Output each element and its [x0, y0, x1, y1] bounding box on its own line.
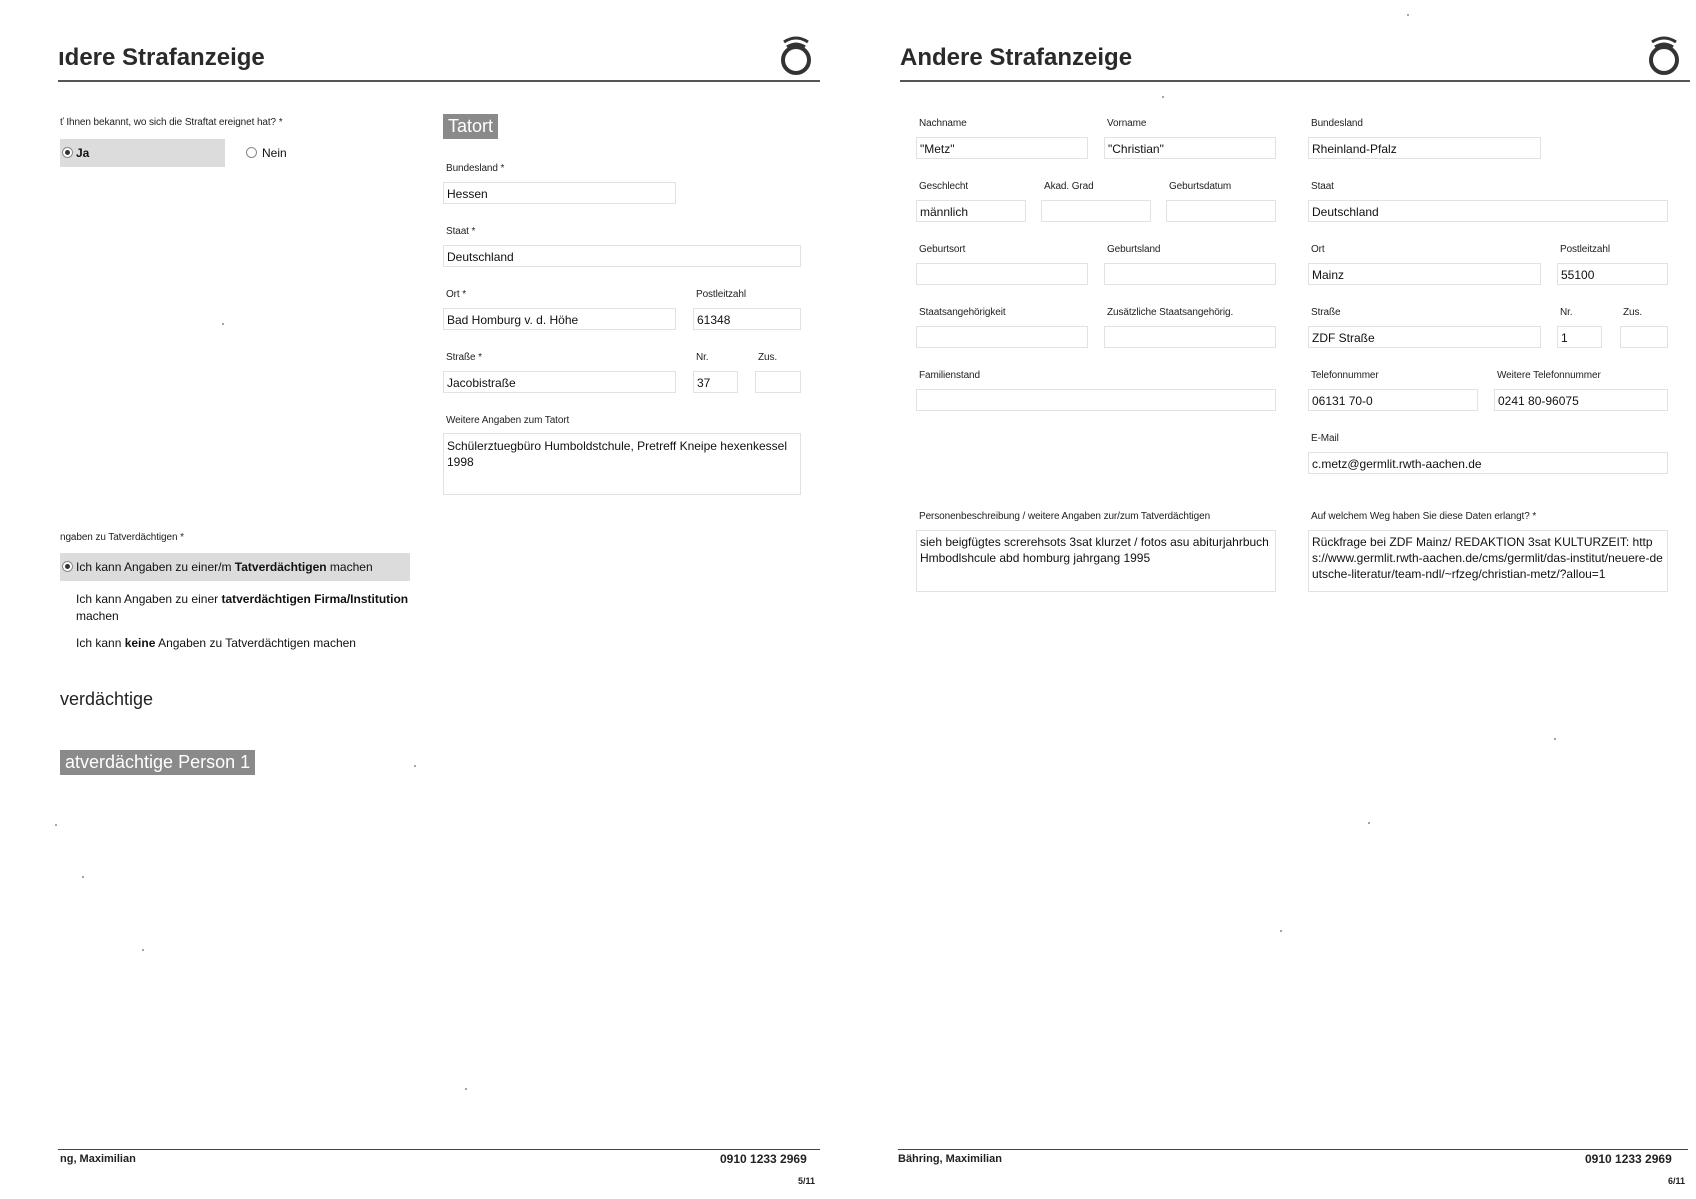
police-logo-icon	[776, 32, 816, 76]
scan-speck	[1368, 822, 1370, 824]
strasse-label: Straße	[1311, 307, 1341, 318]
geburtsland-field[interactable]	[1104, 263, 1276, 285]
staat-value: Deutschland	[1312, 205, 1379, 219]
tatort-staat-value: Deutschland	[447, 250, 514, 264]
scan-speck	[465, 1088, 467, 1090]
police-logo-icon	[1644, 32, 1684, 76]
tatverdacht-question-label: ngaben zu Tatverdächtigen *	[60, 532, 184, 543]
plz-label: Postleitzahl	[1560, 244, 1610, 255]
option-nein-label: Nein	[262, 146, 287, 160]
datenherkunft-label: Auf welchem Weg haben Sie diese Daten erlangt? *	[1311, 511, 1537, 522]
telefon-label: Telefonnummer	[1311, 370, 1379, 381]
title-divider	[58, 80, 820, 82]
scan-speck	[55, 824, 57, 826]
nr-value: 1	[1561, 331, 1568, 345]
scan-speck	[142, 949, 144, 951]
tatverdacht-option-3-label[interactable]: Ich kann keine Angaben zu Tatverdächtigen machen	[76, 636, 356, 650]
geburtsland-label: Geburtsland	[1107, 244, 1161, 255]
zus-label: Zus.	[1623, 307, 1643, 318]
geburtsdatum-label: Geburtsdatum	[1169, 181, 1232, 192]
geburtsort-field[interactable]	[916, 263, 1088, 285]
radio-nein[interactable]	[246, 147, 257, 158]
tatort-staat-label: Staat *	[446, 226, 476, 237]
staatsangehoerigkeit-field[interactable]	[916, 326, 1088, 348]
geburtsdatum-field[interactable]	[1166, 200, 1276, 222]
scan-speck	[82, 876, 84, 878]
akad-grad-field[interactable]	[1041, 200, 1151, 222]
footer-name: ng, Maximilian	[60, 1153, 136, 1165]
email-value: c.metz@germlit.rwth-aachen.de	[1312, 457, 1482, 471]
document-page-5	[0, 0, 830, 1199]
tatort-ort-label: Ort *	[446, 289, 467, 300]
footer-name: Bähring, Maximilian	[898, 1153, 1002, 1165]
zus-field[interactable]	[1620, 326, 1668, 348]
scan-speck	[222, 323, 224, 325]
personenbeschreibung-label: Personenbeschreibung / weitere Angaben zur/zum Tatverdächtigen	[919, 511, 1211, 522]
weitere-telefon-label: Weitere Telefonnummer	[1497, 370, 1601, 381]
tatort-section-tag: Tatort	[443, 114, 498, 139]
bundesland-value: Rheinland-Pfalz	[1312, 142, 1397, 156]
tatort-strasse-value: Jacobistraße	[447, 376, 516, 390]
section-verdaechtige-heading: verdächtige	[60, 689, 154, 709]
familienstand-label: Familienstand	[919, 370, 980, 381]
tatort-nr-label: Nr.	[696, 352, 709, 363]
tatort-ort-value: Bad Homburg v. d. Höhe	[447, 313, 579, 327]
page-title: ıdere Strafanzeige	[58, 44, 265, 71]
tatverdacht-option-1-label: Ich kann Angaben zu einer/m Tatverdächtigen machen	[76, 560, 373, 574]
akad-grad-label: Akad. Grad	[1044, 181, 1094, 192]
telefon-value: 06131 70-0	[1312, 394, 1373, 408]
ort-label: Ort	[1311, 244, 1325, 255]
footer-page-number: 6/11	[1668, 1176, 1686, 1186]
weitere-telefon-value: 0241 80-96075	[1498, 394, 1579, 408]
tatort-weitere-label: Weitere Angaben zum Tatort	[446, 415, 570, 426]
footer-page-number: 5/11	[798, 1176, 816, 1186]
scan-speck	[1554, 738, 1556, 740]
geburtsort-label: Geburtsort	[919, 244, 966, 255]
document-page-6	[888, 0, 1696, 1199]
nachname-value: "Metz"	[920, 142, 955, 156]
footer-divider	[58, 1149, 820, 1150]
scan-speck	[414, 765, 416, 767]
title-divider	[900, 80, 1690, 82]
staatsangehoerigkeit-label: Staatsangehörigkeit	[919, 307, 1006, 318]
option-ja-label: Ja	[76, 146, 90, 160]
tatort-nr-value: 37	[697, 376, 711, 390]
question-location-label: ť Ihnen bekannt, wo sich die Straftat ereignet hat? *	[60, 117, 283, 128]
tatverdacht-option-2-label[interactable]: Ich kann Angaben zu einer tatverdächtigen Firma/Institution	[76, 592, 409, 606]
footer-divider	[898, 1149, 1688, 1150]
tatort-bundesland-value: Hessen	[447, 187, 488, 201]
scan-speck	[1407, 14, 1409, 16]
tatverdacht-option-2-label-cont: machen	[76, 609, 119, 623]
radio-ja[interactable]	[62, 147, 73, 158]
tatort-weitere-value: Schülerztuegbüro Humboldstchule, Pretreff Kneipe hexenkessel 1998	[447, 439, 787, 469]
plz-value: 55100	[1561, 268, 1595, 282]
tatort-zus-label: Zus.	[758, 352, 778, 363]
nachname-label: Nachname	[919, 118, 967, 129]
page-title: Andere Strafanzeige	[900, 44, 1133, 71]
bundesland-label: Bundesland	[1311, 118, 1363, 129]
tatort-bundesland-label: Bundesland *	[446, 163, 505, 174]
radio-tatverdacht-1[interactable]	[62, 561, 73, 572]
personenbeschreibung-value: sieh beigfügtes screrehsots 3sat klurzet / fotos asu abiturjahrbuch Hmbodlshcule abd homburg jahrgang 1995	[920, 535, 1269, 565]
tatort-zus-field[interactable]	[755, 371, 801, 393]
tatverdacht-option-1[interactable]	[60, 553, 410, 581]
familienstand-field[interactable]	[916, 389, 1276, 411]
strasse-value: ZDF Straße	[1312, 331, 1375, 345]
nr-label: Nr.	[1560, 307, 1573, 318]
geschlecht-label: Geschlecht	[919, 181, 969, 192]
person-1-section-tag: atverdächtige Person 1	[60, 750, 255, 775]
tatort-plz-label: Postleitzahl	[696, 289, 746, 300]
footer-reference-number: 0910 1233 2969	[720, 1152, 807, 1166]
option-ja[interactable]	[60, 139, 225, 167]
datenherkunft-value: Rückfrage bei ZDF Mainz/ REDAKTION 3sat KULTURZEIT: https://www.germlit.rwth-aachen.de/cms/germlit/das-institut/neuere-deutsche-literatur/team-ndl/~rfzeg/christian-metz/?allou=1	[1312, 535, 1663, 581]
zusaetzliche-staatsangehoerigkeit-field[interactable]	[1104, 326, 1276, 348]
tatort-strasse-label: Straße *	[446, 352, 482, 363]
vorname-label: Vorname	[1107, 118, 1147, 129]
ort-value: Mainz	[1312, 268, 1345, 282]
zusaetzliche-staatsangehoerigkeit-label: Zusätzliche Staatsangehörig.	[1107, 307, 1234, 318]
footer-reference-number: 0910 1233 2969	[1585, 1152, 1672, 1166]
tatort-plz-value: 61348	[697, 313, 731, 327]
scan-speck	[1280, 930, 1282, 932]
vorname-value: "Christian"	[1108, 142, 1164, 156]
email-label: E-Mail	[1311, 433, 1339, 444]
staat-label: Staat	[1311, 181, 1334, 192]
geschlecht-value: männlich	[920, 205, 969, 219]
scan-speck	[1162, 96, 1164, 98]
